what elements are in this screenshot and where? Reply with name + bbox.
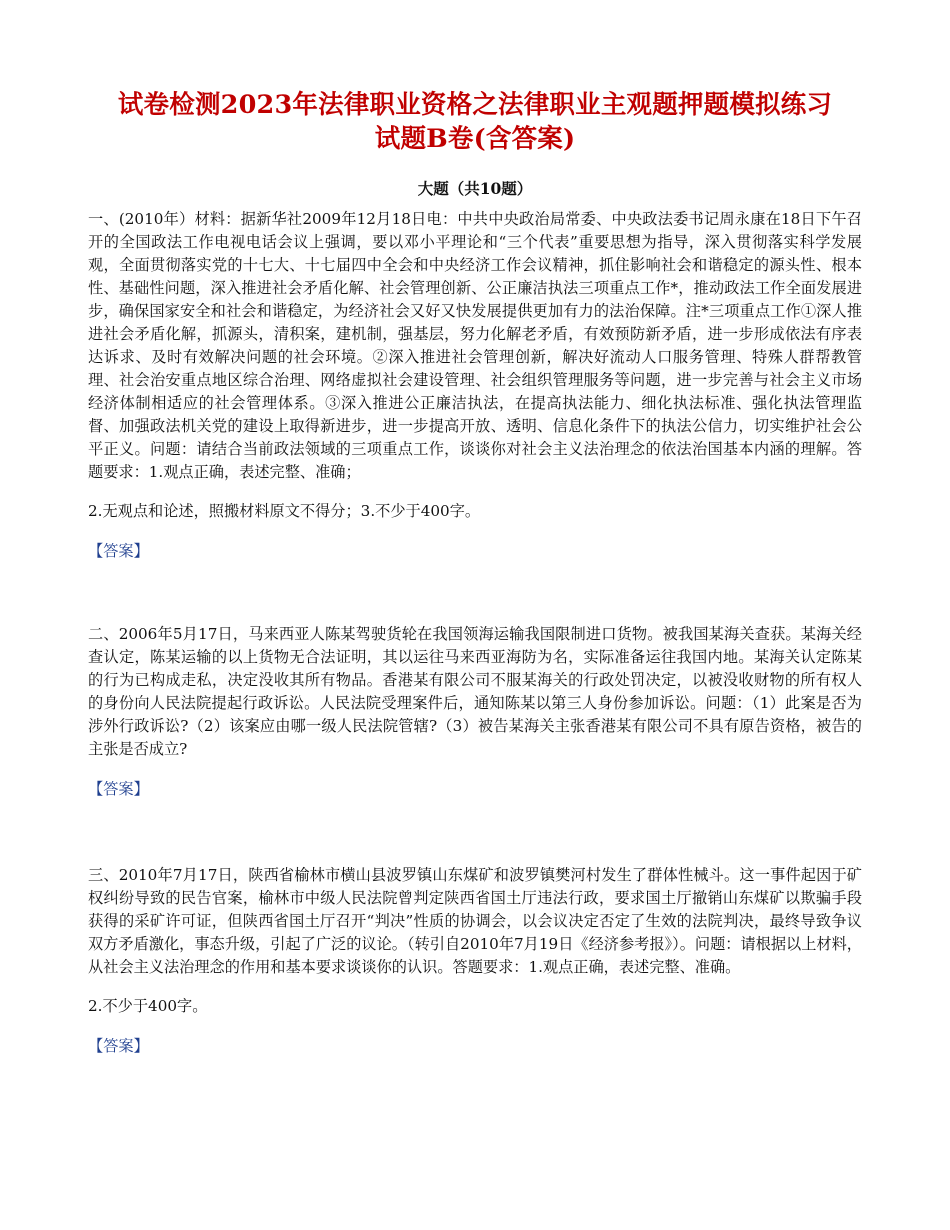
question-block-2 <box>88 623 862 801</box>
document-title-line-1: 试卷检测2023年法律职业资格之法律职业主观题押题模拟练习 <box>117 90 833 120</box>
spacer <box>88 801 862 864</box>
answer-label-2: 【答案】 <box>88 780 149 798</box>
document-title <box>88 88 862 156</box>
answer-label-1: 【答案】 <box>88 542 149 560</box>
question-text-1: 一、(2010年）材料：据新华社2009年12月18日电：中共中央政治局常委、中央政法委书记周永康在18日下午召开的全国政法工作电视电话会议上强调，要以邓小平理论和“三个代表”重要思想为指导，深入贯彻落实科学发展观，全面贯彻落实党的十七大、十七届四中全会和中央经济工作会议精神，抓住影响社会和谐稳定的源头性、根本性、基础性问题，深入推进社会矛盾化解、社会管理创新、公正廉洁执法三项重点工作*，推动政法工作全面发展进步，确保国家安全和社会和谐稳定，为经济社会又好又快发展提供更加有力的法治保障。注*三项重点工作①深人推进社会矛盾化解，抓源头，清积案，建机制，强基层，努力化解老矛盾，有效预防新矛盾，进一步形成依法有序表达诉求、及时有效解决问题的社会环境。②深入推进社会管理创新，解决好流动人口服务管理、特殊人群帮教管理、社会治安重点地区综合治理、网络虚拟社会建设管理、社会组织管理服务等问题，进一步完善与社会主义市场经济体制相适应的社会管理体系。③深入推进公正廉洁执法，在提高执法能力、细化执法标准、强化执法管理监督、加强政法机关党的建设上取得新进步，进一步提高开放、透明、信息化条件下的执法公信力，切实维护社会公平正义。问题：请结合当前政法领域的三项重点工作，谈谈你对社会主义法治理念的依法治国基本内涵的理解。答题要求：1.观点正确，表述完整、准确； <box>88 210 862 481</box>
spacer <box>88 563 862 623</box>
question-block-3 <box>88 864 862 1058</box>
question-requirements-3: 2.不少于400字。 <box>88 997 208 1015</box>
answer-label-3: 【答案】 <box>88 1037 149 1055</box>
question-requirements-1: 2.无观点和论述，照搬材料原文不得分；3.不少于400字。 <box>88 502 481 520</box>
question-text-2: 二、2006年5月17日，马来西亚人陈某驾驶货轮在我国领海运输我国限制进口货物。被我国某海关查获。某海关经查认定，陈某运输的以上货物无合法证明，其以运往马来西亚海防为名，实际准备运往我国内地。某海关认定陈某的行为已构成走私，决定没收其所有物品。香港某有限公司不服某海关的行政处罚决定，以被没收财物的所有权人的身份向人民法院提起行政诉讼。人民法院受理案件后，通知陈某以第三人身份参加诉讼。问题：（1）此案是否为涉外行政诉讼?（2）该案应由哪一级人民法院管辖?（3）被告某海关主张香港某有限公司不具有原告资格，被告的主张是否成立? <box>88 625 862 758</box>
question-text-3: 三、2010年7月17日，陕西省榆林市横山县波罗镇山东煤矿和波罗镇樊河村发生了群体性械斗。这一事件起因于矿权纠纷导致的民告官案，榆林市中级人民法院曾判定陕西省国土厅违法行政，要求国土厅撤销山东煤矿以欺骗手段获得的采矿许可证，但陕西省国土厅召开“判决”性质的协调会，以会议决定否定了生效的法院判决，最终导致争议双方矛盾激化，事态升级，引起了广泛的议论。（转引自2010年7月19日《经济参考报》）。问题：请根据以上材料，从社会主义法治理念的作用和基本要求谈谈你的认识。答题要求：1.观点正确，表述完整、准确。 <box>88 866 862 976</box>
question-block-1 <box>88 208 862 563</box>
section-heading: 大题（共10题） <box>417 179 533 198</box>
document-title-line-2: 试题B卷(含答案) <box>374 124 576 154</box>
